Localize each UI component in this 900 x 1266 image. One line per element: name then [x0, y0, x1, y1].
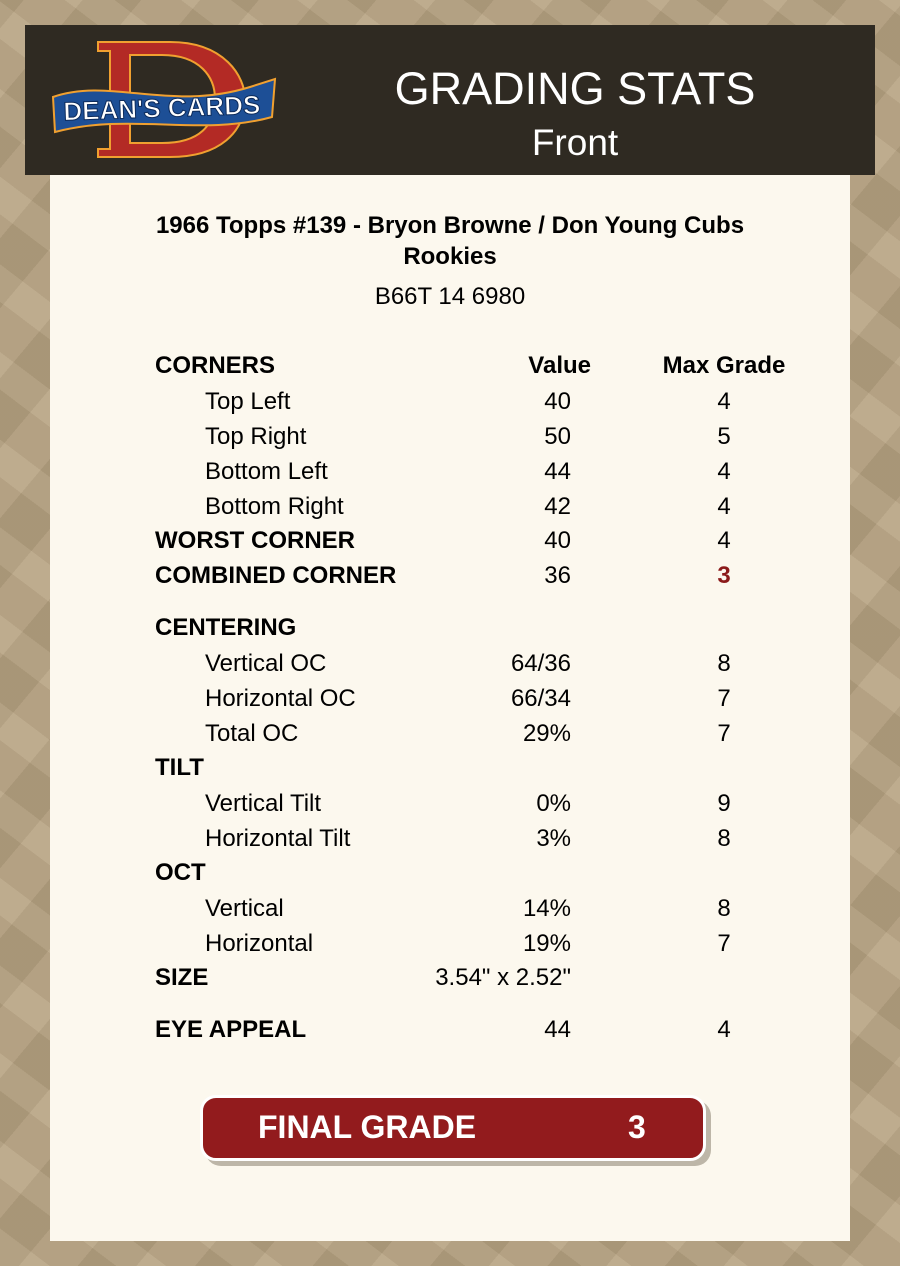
- deans-cards-logo: [50, 37, 280, 162]
- row-label: COMBINED CORNER: [155, 562, 397, 589]
- row-value: 19%: [522, 930, 571, 957]
- section-label: OCT: [155, 859, 206, 886]
- row-label: SIZE: [155, 964, 209, 991]
- row-label: Horizontal Tilt: [205, 825, 351, 852]
- row-label: Vertical: [205, 895, 284, 922]
- table-row: [50, 926, 850, 961]
- row-max-grade: 4: [717, 1016, 731, 1043]
- table-row: [50, 891, 850, 926]
- section-label: CENTERING: [155, 614, 297, 641]
- oct-header-row: [50, 855, 850, 890]
- grading-card: [50, 175, 850, 1241]
- row-max-grade: 9: [717, 790, 731, 817]
- svg-text:DEAN'S CARDS: DEAN'S CARDS: [62, 89, 261, 127]
- card-title: [50, 210, 850, 272]
- row-label: Bottom Left: [205, 458, 328, 485]
- row-max-grade: 8: [717, 825, 731, 852]
- row-value: 42: [544, 493, 571, 520]
- table-row: [50, 489, 850, 524]
- card-title-line2: Rookies: [403, 243, 497, 270]
- row-label: Vertical OC: [205, 650, 327, 677]
- combined-corner-row: [50, 558, 850, 593]
- row-label: WORST CORNER: [155, 527, 355, 554]
- worst-corner-row: [50, 523, 850, 558]
- row-max-grade: 4: [717, 388, 731, 415]
- row-max-grade: 8: [717, 895, 731, 922]
- table-row: [50, 681, 850, 716]
- row-label: Top Left: [205, 388, 291, 415]
- centering-header-row: [50, 610, 850, 645]
- row-value: 44: [544, 1016, 571, 1043]
- eye-appeal-row: [50, 1012, 850, 1047]
- table-row: [50, 384, 850, 419]
- row-value: 0%: [536, 790, 571, 817]
- cert-number: B66T 14 6980: [374, 283, 526, 310]
- row-value: 40: [544, 527, 571, 554]
- row-value: 64/36: [510, 650, 571, 677]
- page-subtitle: Front: [531, 122, 619, 163]
- row-max-grade: 4: [717, 458, 731, 485]
- table-row: [50, 454, 850, 489]
- table-row: [50, 646, 850, 681]
- row-max-grade: 7: [717, 930, 731, 957]
- row-max-grade: 8: [717, 650, 731, 677]
- row-value: 29%: [522, 720, 571, 747]
- max-grade-column-header: Max Grade: [662, 352, 786, 379]
- value-column-header: Value: [528, 352, 591, 379]
- row-max-grade: 4: [717, 493, 731, 520]
- row-value: 50: [544, 423, 571, 450]
- row-value: 3.54" x 2.52": [435, 964, 571, 991]
- page-title: GRADING STATS: [394, 63, 756, 114]
- row-max-grade: 7: [717, 685, 731, 712]
- table-row: [50, 419, 850, 454]
- section-label: CORNERS: [155, 352, 276, 379]
- row-value: 40: [544, 388, 571, 415]
- tilt-header-row: [50, 750, 850, 785]
- table-row: [50, 786, 850, 821]
- row-label: Horizontal OC: [205, 685, 356, 712]
- row-label: EYE APPEAL: [155, 1016, 307, 1043]
- header: [25, 25, 875, 175]
- table-row: [50, 716, 850, 751]
- row-value: 44: [544, 458, 571, 485]
- final-grade-banner: [200, 1095, 706, 1161]
- row-label: Horizontal: [205, 930, 314, 957]
- row-label: Top Right: [205, 423, 307, 450]
- final-grade-label: FINAL GRADE: [258, 1109, 477, 1145]
- final-grade-value: 3: [628, 1109, 646, 1145]
- row-label: Vertical Tilt: [205, 790, 322, 817]
- row-max-grade: 5: [717, 423, 731, 450]
- row-value: 3%: [536, 825, 571, 852]
- row-label: Total OC: [205, 720, 299, 747]
- row-label: Bottom Right: [205, 493, 344, 520]
- section-label: TILT: [155, 754, 204, 781]
- row-value: 36: [544, 562, 571, 589]
- row-value: 66/34: [510, 685, 571, 712]
- row-max-grade: 7: [717, 720, 731, 747]
- corners-header-row: [50, 348, 850, 383]
- table-row: [50, 821, 850, 856]
- row-max-grade: 3: [717, 562, 731, 589]
- card-title-line1: 1966 Topps #139 - Bryon Browne / Don Young Cubs: [155, 212, 745, 239]
- size-row: [50, 960, 850, 995]
- row-max-grade: 4: [717, 527, 731, 554]
- row-value: 14%: [522, 895, 571, 922]
